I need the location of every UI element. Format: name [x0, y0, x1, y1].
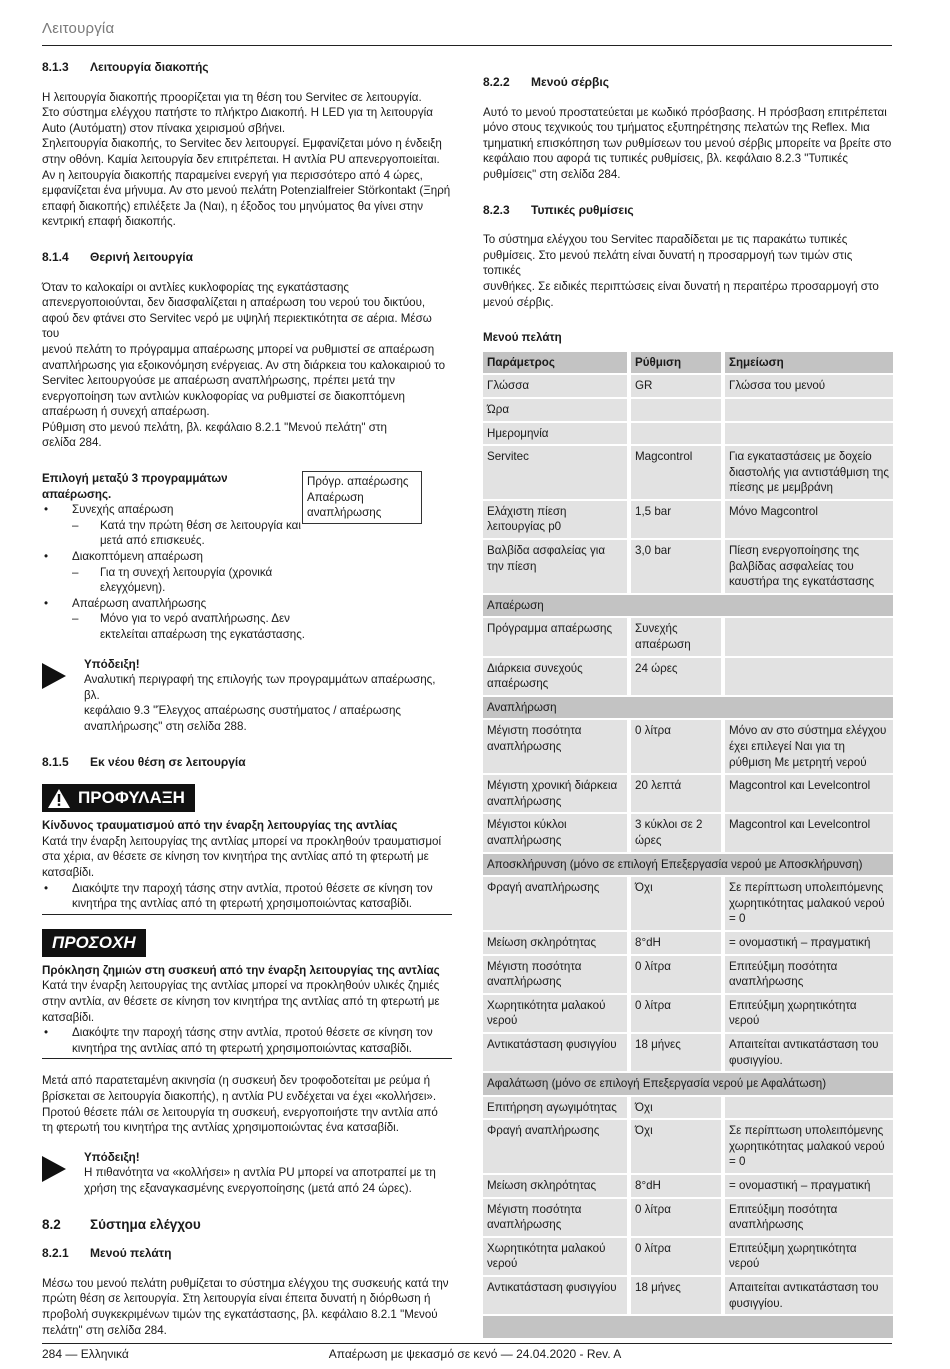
- parameter-cell: Πρόγραμμα απαέρωσης: [483, 618, 627, 655]
- parameter-cell: Μείωση σκληρότητας: [483, 932, 627, 954]
- table-row: [483, 540, 893, 593]
- parameter-cell: Φραγή αναπλήρωσης: [483, 1120, 627, 1173]
- text-line: κεφάλαιο που αφορά τις τυπικές ρυθμίσεις, βλ. κεφάλαιο 8.2.3 "Τυπικές: [483, 152, 848, 166]
- parameter-cell: Μέγιστη ποσότητα αναπλήρωσης: [483, 956, 627, 993]
- table-blank-cell: [483, 1316, 893, 1338]
- remark-cell: Σε περίπτωση υπολειπόμενης χωρητικότητας μαλακού νερού = 0: [725, 877, 893, 930]
- text-line: στα χέρια, αν θέσετε σε κίνηση τον κινητήρα της αντλίας από τη φτερωτή με: [42, 850, 429, 864]
- program-option: [42, 596, 452, 643]
- remark-cell: Magcontrol και Levelcontrol: [725, 814, 893, 851]
- paragraph-8-2-3: [483, 232, 893, 310]
- parameter-cell: Χωρητικότητα μαλακού νερού: [483, 995, 627, 1032]
- table-row: [483, 1097, 893, 1119]
- program-option: [42, 502, 452, 549]
- text-line: τμηματική επισκόπηση των ρυθμίσεων του μενού σέρβις μπορείτε να βρείτε στο: [483, 136, 892, 150]
- setting-cell: [631, 399, 721, 421]
- remark-cell: Επιτεύξιμη χωρητικότητα νερού: [725, 1238, 893, 1275]
- page-header-title: Λειτουργία: [42, 20, 115, 37]
- remark-cell: [725, 1097, 893, 1119]
- remark-cell: Απαιτείται αντικατάσταση του φυσιγγίου.: [725, 1034, 893, 1071]
- text-line: αναπλήρωσης για εξοικονόμηση ενέργειας. Αν στη διάρκεια του καλοκαιριού το: [42, 358, 446, 372]
- setting-cell: Όχι: [631, 1097, 721, 1119]
- caution-badge: ΠΡΟΣΟΧΗ: [42, 929, 146, 957]
- text-line: τη φτερωτή του κινητήρα της αντλίας χρησιμοποιώντας ένα κατσαβίδι.: [42, 1121, 399, 1135]
- table-row: [483, 501, 893, 538]
- warning-text: [42, 834, 452, 881]
- setting-cell: Συνεχής απαέρωση: [631, 618, 721, 655]
- header-rule: [42, 45, 892, 46]
- setting-cell: 0 λίτρα: [631, 1199, 721, 1236]
- table-blank-row: [483, 1316, 893, 1338]
- footer-document-title: Απαέρωση με ψεκασμό σε κενό — 24.04.2020 - Rev. A: [328, 1347, 622, 1361]
- text-line: αφού δεν φτάνει στο Servitec νερό με υψηλή περιεκτικότητα σε αέρια. Μέσω του: [42, 311, 432, 341]
- program-option-sublist: [72, 611, 452, 642]
- note-title: Υπόδειξη!: [84, 1150, 140, 1164]
- remark-cell: [725, 423, 893, 445]
- text-line: σελίδα 284.: [42, 436, 102, 450]
- remark-cell: Γλώσσα του μενού: [725, 375, 893, 397]
- table-section-row: [483, 697, 893, 719]
- parameter-cell: Μέγιστη ποσότητα αναπλήρωσης: [483, 720, 627, 773]
- heading-8-2: 8.2 Σύστημα ελέγχου: [42, 1216, 201, 1232]
- table-row: [483, 446, 893, 499]
- caution-block: [42, 929, 452, 1060]
- text-line: πρώτη θέση σε λειτουργία. Στη λειτουργία είναι έπειτα δυνατή η διόρθωση ή: [42, 1292, 431, 1306]
- parameter-cell: Επιτήρηση αγωγιμότητας: [483, 1097, 627, 1119]
- left-column: [42, 60, 452, 1338]
- remark-cell: [725, 618, 893, 655]
- text-line: μενού πελάτη το πρόγραμμα απαέρωσης μπορεί να ρυθμιστεί σε απαέρωση: [42, 342, 435, 356]
- note-pump-stuck: [42, 1150, 452, 1197]
- parameter-cell: Μέγιστοι κύκλοι αναπλήρωσης: [483, 814, 627, 851]
- table-row: [483, 1277, 893, 1314]
- parameter-cell: Αντικατάσταση φυσιγγίου: [483, 1034, 627, 1071]
- table-section-title: Αναπλήρωση: [483, 697, 893, 719]
- text-line: στην οθόνη. Καμία λειτουργία δεν επιτρέπεται. Η αντλία PU απενεργοποιείται.: [42, 152, 440, 166]
- remark-cell: Απαιτείται αντικατάσταση του φυσιγγίου.: [725, 1277, 893, 1314]
- table-row: [483, 877, 893, 930]
- remark-cell: [725, 658, 893, 695]
- note-arrow-icon: [42, 663, 66, 689]
- table-row: [483, 1238, 893, 1275]
- program-option-detail: – Κατά την πρώτη θέση σε λειτουργία και μετά από επισκευές.: [72, 518, 310, 549]
- text-line: Η λειτουργία διακοπής προορίζεται για τη θέση του Servitec σε λειτουργία.: [42, 90, 422, 104]
- remark-cell: Σε περίπτωση υπολειπόμενης χωρητικότητας μαλακού νερού = 0: [725, 1120, 893, 1173]
- parameter-cell: Φραγή αναπλήρωσης: [483, 877, 627, 930]
- note-program-description: [42, 657, 452, 735]
- warning-bullet: [42, 881, 452, 912]
- text-line: μενού σέρβις.: [483, 295, 554, 309]
- text-line: απαέρωση ή συνεχή απαέρωση.: [42, 405, 210, 419]
- remark-cell: [725, 399, 893, 421]
- footer-page-number: 284 — Ελληνικά: [42, 1347, 129, 1361]
- text-line: ρυθμίσεις. Στο μενού πελάτη είναι δυνατή η προσαρμογή των τιμών στις τοπικές: [483, 248, 853, 278]
- heading-8-1-5: 8.1.5 Εκ νέου θέση σε λειτουργία: [42, 754, 246, 769]
- paragraph-8-1-5: [42, 1073, 452, 1135]
- caution-text: [42, 978, 452, 1025]
- text-line: μόνο στους τεχνικούς του τμήματος εξυπηρέτησης πελατών της Reflex. Μια: [483, 121, 870, 135]
- heading-8-2-3: 8.2.3 Τυπικές ρυθμίσεις: [483, 202, 634, 217]
- text-line: βρίσκεται σε λειτουργία διακοπής), η αντλία PU ενδέχεται να έχει «κολλήσει».: [42, 1089, 437, 1103]
- paragraph-8-2-2: [483, 105, 893, 183]
- setting-cell: 8°dH: [631, 932, 721, 954]
- text-line: στην αντλία, αν θέσετε σε κίνηση τον κινητήρα της αντλίας από τη φτερωτή με: [42, 995, 440, 1008]
- caution-title: Πρόκληση ζημιών στη συσκευή από την έναρξη λειτουργίας της αντλίας: [42, 963, 440, 977]
- remark-cell: Επιτεύξιμη χωρητικότητα νερού: [725, 995, 893, 1032]
- setting-cell: 3 κύκλοι σε 2 ώρες: [631, 814, 721, 851]
- text-line: Μετά από παρατεταμένη ακινησία (η συσκευή δεν τροφοδοτείται με ρεύμα ή: [42, 1074, 431, 1088]
- text-line: ρυθμίσεις" στη σελίδα 284.: [483, 167, 621, 181]
- text-line: χρήση της εξαναγκασμένης ενεργοποίησης (μετά από 24 ώρες).: [84, 1181, 412, 1195]
- program-options-list: [42, 502, 452, 642]
- table-row: [483, 658, 893, 695]
- setting-cell: 0 λίτρα: [631, 1238, 721, 1275]
- caution-bullet: [42, 1025, 452, 1056]
- table-row: [483, 720, 893, 773]
- table-row: [483, 399, 893, 421]
- text-line: κεντρική επαφή διακοπής.: [42, 215, 176, 229]
- text-line: • Διακόψτε την παροχή τάσης στην αντλία, προτού θέσετε σε κίνηση τον: [72, 1026, 433, 1040]
- program-option-label: Απαέρωση αναπλήρωσης: [72, 596, 207, 610]
- table-row: [483, 932, 893, 954]
- remark-cell: = ονομαστική – πραγματική: [725, 932, 893, 954]
- program-option-detail: – Μόνο για το νερό αναπλήρωσης. Δεν εκτελείται απαέρωση της εγκατάστασης.: [72, 611, 310, 642]
- note-text: [84, 672, 452, 734]
- note-title: Υπόδειξη!: [84, 657, 140, 671]
- setting-cell: GR: [631, 375, 721, 397]
- setting-cell: 24 ώρες: [631, 658, 721, 695]
- text-line: αναπλήρωσης" στη σελίδα 288.: [84, 719, 247, 733]
- table-row: [483, 814, 893, 851]
- text-line: Όταν το καλοκαίρι οι αντλίες κυκλοφορίας της εγκατάστασης: [42, 280, 350, 294]
- setting-cell: 1,5 bar: [631, 501, 721, 538]
- table-row: [483, 1175, 893, 1197]
- text-line: Ρύθμιση στο μενού πελάτη, βλ. κεφάλαιο 8.2.1 "Μενού πελάτη" στη: [42, 420, 387, 434]
- setting-cell: 18 μήνες: [631, 1034, 721, 1071]
- table-row: [483, 1199, 893, 1236]
- text-line: κατσαβίδι.: [42, 1010, 95, 1024]
- table-section-row: [483, 854, 893, 876]
- column-header: Ρύθμιση: [631, 352, 721, 374]
- table-row: [483, 956, 893, 993]
- heading-8-2-1: 8.2.1 Μενού πελάτη: [42, 1246, 172, 1261]
- default-settings-table: [483, 350, 893, 1341]
- table-row: [483, 775, 893, 812]
- table-row: [483, 618, 893, 655]
- text-line: Στο σύστημα ελέγχου πατήστε το πλήκτρο Διακοπή. Η LED για τη λειτουργία: [42, 106, 433, 120]
- parameter-cell: Αντικατάσταση φυσιγγίου: [483, 1277, 627, 1314]
- paragraph-8-2-1: [42, 1276, 452, 1338]
- column-header: Σημείωση: [725, 352, 893, 374]
- text-line: εμφανίζεται ένα μήνυμα. Αν στο μενού πελάτη Potenzialfreier Störkontakt (Ξηρή: [42, 184, 451, 198]
- table-row: [483, 423, 893, 445]
- table-row: [483, 1120, 893, 1173]
- setting-cell: 0 λίτρα: [631, 956, 721, 993]
- text-line: Προτού θέσετε πάλι σε λειτουργία τη συσκευή, ενεργοποιήστε την αντλία από: [42, 1105, 438, 1119]
- table-section-title: Αφαλάτωση (μόνο σε επιλογή Επεξεργασία νερού με Αφαλάτωση): [483, 1073, 893, 1095]
- parameter-cell: Servitec: [483, 446, 627, 499]
- parameter-cell: Ημερομηνία: [483, 423, 627, 445]
- parameter-cell: Γλώσσα: [483, 375, 627, 397]
- text-line: κεφάλαιο 9.3 "Έλεγχος απαέρωσης συστήματος / απαέρωσης: [84, 704, 401, 718]
- program-choice: [42, 471, 452, 643]
- text-line: Το σύστημα ελέγχου του Servitec παραδίδεται με τις παρακάτω τυπικές: [483, 233, 848, 247]
- remark-cell: Επιτεύξιμη ποσότητα αναπλήρωσης: [725, 1199, 893, 1236]
- text-line: Servitec λειτουργούσε με απαέρωση αναπλήρωσης, πρέπει μετά την: [42, 374, 395, 388]
- column-header: Παράμετρος: [483, 352, 627, 374]
- warning-block: [42, 784, 452, 915]
- setting-cell: Όχι: [631, 877, 721, 930]
- setting-cell: 20 λεπτά: [631, 775, 721, 812]
- program-option: [42, 549, 452, 596]
- parameter-cell: Βαλβίδα ασφαλείας για την πίεση: [483, 540, 627, 593]
- setting-cell: [631, 423, 721, 445]
- program-option-label: Συνεχής απαέρωση: [72, 503, 174, 517]
- note-text: [84, 1165, 436, 1196]
- table-row: [483, 375, 893, 397]
- text-line: προβολή συγκεκριμένων τιμών της εγκατάστασης, βλ. κεφάλαιο 8.2.1 "Μενού: [42, 1307, 438, 1321]
- setting-cell: 0 λίτρα: [631, 720, 721, 773]
- text-line: Auto (Αυτόματη) στον πίνακα χειρισμού σβήνει.: [42, 121, 286, 135]
- program-option-label: Διακοπτόμενη απαέρωση: [72, 550, 203, 564]
- footer-rule: [42, 1343, 892, 1344]
- setting-cell: 18 μήνες: [631, 1277, 721, 1314]
- remark-cell: Magcontrol και Levelcontrol: [725, 775, 893, 812]
- remark-cell: = ονομαστική – πραγματική: [725, 1175, 893, 1197]
- text-line: αναπλήρωσης: [307, 506, 382, 520]
- note-arrow-icon: [42, 1156, 66, 1182]
- text-line: Κατά την έναρξη λειτουργίας της αντλίας μπορεί να προκληθούν τραυματισμοί: [42, 834, 442, 848]
- program-option-detail: – Για τη συνεχή λειτουργία (χρονικά ελεγχόμενη).: [72, 565, 310, 596]
- parameter-cell: Μείωση σκληρότητας: [483, 1175, 627, 1197]
- text-line: Σηλειτουργία διακοπής, το Servitec δεν λειτουργεί. Εμφανίζεται μόνο η ένδειξη: [42, 137, 442, 151]
- table-section-title: Αποσκλήρυνση (μόνο σε επιλογή Επεξεργασία νερού με Αποσκλήρυνση): [483, 854, 893, 876]
- warning-badge: ΠΡΟΦΥΛΑΞΗ: [42, 784, 195, 812]
- table-section-row: [483, 595, 893, 617]
- setting-cell: Όχι: [631, 1120, 721, 1173]
- remark-cell: Πίεση ενεργοποίησης της βαλβίδας ασφαλείας του καυστήρα της εγκατάστασης: [725, 540, 893, 593]
- parameter-cell: Μέγιστη ποσότητα αναπλήρωσης: [483, 1199, 627, 1236]
- text-line: Πρόγρ. απαέρωσης: [307, 475, 409, 489]
- program-option-sublist: [72, 518, 452, 549]
- remark-cell: Μόνο αν στο σύστημα ελέγχου έχει επιλεγεί Ναι για τη ρύθμιση Με μετρητή νερού: [725, 720, 893, 773]
- parameter-cell: Χωρητικότητα μαλακού νερού: [483, 1238, 627, 1275]
- setting-cell: 0 λίτρα: [631, 995, 721, 1032]
- parameter-cell: Διάρκεια συνεχούς απαέρωσης: [483, 658, 627, 695]
- customer-menu-title: Μενού πελάτη: [483, 331, 562, 345]
- table-row: [483, 1034, 893, 1071]
- heading-8-1-3: 8.1.3 Λειτουργία διακοπής: [42, 60, 209, 74]
- text-line: Κατά την έναρξη λειτουργίας της αντλίας μπορεί να προκληθούν υλικές ζημιές: [42, 979, 440, 993]
- program-choice-title: Επιλογή μεταξύ 3 προγραμμάτων απαέρωσης.: [42, 472, 228, 501]
- text-line: Αναλυτική περιγραφή της επιλογής των προγραμμάτων απαέρωσης, βλ.: [84, 673, 436, 702]
- text-line: απενεργοποιούνται, δεν διασφαλίζεται η απαέρωση του νερού του δικτύου,: [42, 296, 426, 310]
- text-line: Αν η λειτουργία διακοπής παραμείνει ενεργή για περισσότερο από 4 ώρες,: [42, 168, 423, 182]
- text-line: κινητήρα της αντλίας από τη φτερωτή χρησιμοποιώντας κατσαβίδι.: [72, 1041, 412, 1055]
- setting-cell: 8°dH: [631, 1175, 721, 1197]
- parameter-cell: Μέγιστη χρονική διάρκεια αναπλήρωσης: [483, 775, 627, 812]
- right-column: [483, 75, 893, 1340]
- program-option-sublist: [72, 565, 452, 596]
- paragraph-8-1-4: [42, 280, 452, 452]
- text-line: Η πιθανότητα να «κολλήσει» η αντλία PU μπορεί να αποτραπεί με τη: [84, 1166, 436, 1180]
- text-line: συνθήκες. Σε ειδικές περιπτώσεις είναι δυνατή η περαιτέρω προσαρμογή στο: [483, 279, 879, 293]
- text-line: Αυτό το μενού προστατεύεται με κωδικό πρόσβασης. Η πρόσβαση επιτρέπεται: [483, 105, 887, 119]
- text-line: ενεργοποίηση των αντλιών κυκλοφορίας να ρυθμιστεί σε διακοπτόμενη: [42, 389, 405, 403]
- text-line: πελάτη" στη σελίδα 284.: [42, 1323, 167, 1337]
- table-header-row: [483, 352, 893, 374]
- text-line: κατσαβίδι.: [42, 866, 95, 880]
- remark-cell: Μόνο Magcontrol: [725, 501, 893, 538]
- text-line: Απαέρωση: [307, 490, 364, 504]
- text-line: • Διακόψτε την παροχή τάσης στην αντλία, προτού θέσετε σε κίνηση τον: [72, 881, 433, 895]
- warning-triangle-icon: [48, 789, 70, 808]
- table-section-row: [483, 1073, 893, 1095]
- heading-8-2-2: 8.2.2 Μενού σέρβις: [483, 75, 609, 89]
- remark-cell: Για εγκαταστάσεις με δοχείο διαστολής για αντιστάθμιση της πίεσης με μεμβράνη: [725, 446, 893, 499]
- text-line: επαφή διακοπής) επιλέξετε Ja (Ναι), η έξοδος του μηνύματος θα γίνει στην: [42, 199, 424, 213]
- remark-cell: Επιτεύξιμη ποσότητα αναπλήρωσης: [725, 956, 893, 993]
- heading-8-1-4: 8.1.4 Θερινή λειτουργία: [42, 249, 193, 264]
- parameter-cell: Ώρα: [483, 399, 627, 421]
- text-line: κινητήρα της αντλίας από τη φτερωτή χρησιμοποιώντας κατσαβίδι.: [72, 897, 412, 911]
- table-row: [483, 995, 893, 1032]
- text-line: Μέσω του μενού πελάτη ρυθμίζεται το σύστημα ελέγχου της συσκευής κατά την: [42, 1276, 449, 1290]
- setting-cell: Magcontrol: [631, 446, 721, 499]
- setting-cell: 3,0 bar: [631, 540, 721, 593]
- table-section-title: Απαέρωση: [483, 595, 893, 617]
- parameter-cell: Ελάχιστη πίεση λειτουργίας p0: [483, 501, 627, 538]
- warning-title: Κίνδυνος τραυματισμού από την έναρξη λειτουργίας της αντλίας: [42, 819, 398, 833]
- paragraph-8-1-3: [42, 90, 452, 230]
